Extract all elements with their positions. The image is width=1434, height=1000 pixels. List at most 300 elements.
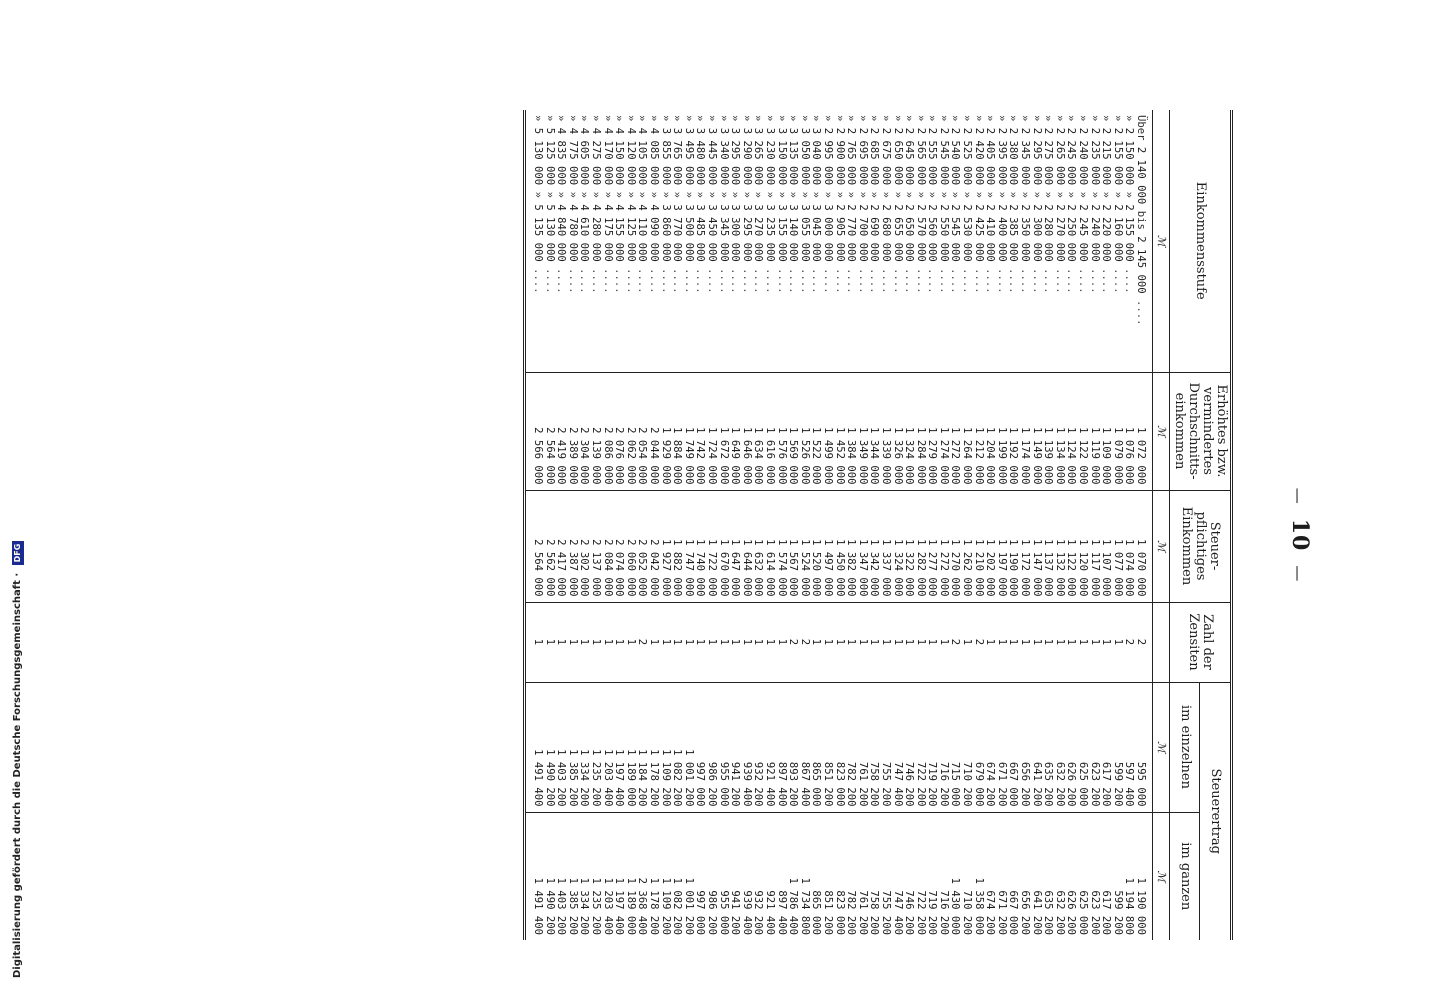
range-to: 2 560 000 bbox=[926, 204, 939, 262]
range-from: 3 230 000 bbox=[764, 127, 776, 186]
header-increased-income: Erhöhtes bzw. vermindertes Durchschnitts-einkommen bbox=[1170, 372, 1232, 490]
cell-tax-each: 867 400 bbox=[798, 682, 810, 812]
cell-income-range bbox=[1065, 110, 1077, 372]
range-to: 2 650 000 bbox=[903, 204, 916, 262]
range-to: 3 295 000 bbox=[740, 204, 753, 262]
cell-tax-each: 941 200 bbox=[729, 682, 741, 812]
range-to: 4 780 000 bbox=[566, 204, 579, 262]
range-joiner: » bbox=[903, 191, 916, 198]
cell-tax-each: 641 200 bbox=[1030, 682, 1042, 812]
cell-income-range bbox=[590, 110, 602, 372]
table-row bbox=[1018, 110, 1030, 940]
range-to: 2 425 000 bbox=[972, 204, 985, 262]
range-to: 2 400 000 bbox=[995, 204, 1008, 262]
cell-income-range bbox=[763, 110, 775, 372]
range-from: 4 835 000 bbox=[555, 127, 568, 186]
range-to: 3 140 000 bbox=[787, 204, 800, 262]
cell-count: 1 bbox=[1042, 602, 1054, 682]
table-row bbox=[647, 110, 659, 940]
cell-taxable-income: 1 644 000 bbox=[740, 490, 752, 602]
range-prefix: » bbox=[879, 115, 892, 122]
cell-increased-income: 1 134 000 bbox=[1053, 372, 1065, 490]
range-from: 3 855 000 bbox=[659, 127, 672, 186]
range-to: 2 245 000 bbox=[1077, 204, 1090, 262]
cell-count: 1 bbox=[1111, 602, 1123, 682]
cell-taxable-income: 1 722 000 bbox=[705, 490, 717, 602]
range-joiner: bis bbox=[1135, 210, 1147, 230]
cell-taxable-income: 2 302 000 bbox=[578, 490, 590, 602]
table-row bbox=[705, 110, 717, 940]
cell-income-range bbox=[821, 110, 833, 372]
range-dots: .... bbox=[995, 268, 1008, 294]
range-to: 5 135 000 bbox=[532, 204, 545, 262]
range-prefix: » bbox=[566, 115, 579, 122]
cell-count: 1 bbox=[624, 602, 636, 682]
cell-count: 1 bbox=[995, 602, 1007, 682]
range-joiner: » bbox=[648, 191, 661, 198]
cell-tax-each: 597 400 bbox=[1123, 682, 1135, 812]
cell-count: 1 bbox=[705, 602, 717, 682]
cell-income-range bbox=[995, 110, 1007, 372]
cell-taxable-income: 1 107 000 bbox=[1100, 490, 1112, 602]
cell-tax-total: 939 400 bbox=[740, 812, 752, 940]
table-row bbox=[590, 110, 602, 940]
table-row bbox=[961, 110, 973, 940]
range-joiner: » bbox=[1007, 191, 1020, 198]
cell-increased-income: 1 274 000 bbox=[937, 372, 949, 490]
range-prefix: » bbox=[926, 115, 939, 122]
table-row bbox=[601, 110, 613, 940]
range-prefix: » bbox=[821, 115, 834, 122]
cell-income-range bbox=[810, 110, 822, 372]
cell-taxable-income: 1 282 000 bbox=[914, 490, 926, 602]
range-prefix: » bbox=[543, 115, 556, 122]
cell-tax-total: 1 403 200 bbox=[555, 812, 567, 940]
table-row bbox=[1076, 110, 1088, 940]
cell-tax-each: 667 000 bbox=[1007, 682, 1019, 812]
range-from: 2 235 000 bbox=[1088, 127, 1101, 186]
cell-tax-total: 865 000 bbox=[810, 812, 822, 940]
range-from: 4 170 000 bbox=[601, 127, 614, 186]
cell-tax-total: 1 385 200 bbox=[566, 812, 578, 940]
cell-tax-total: 1 203 400 bbox=[601, 812, 613, 940]
cell-increased-income: 1 384 000 bbox=[845, 372, 857, 490]
cell-count: 1 bbox=[1076, 602, 1088, 682]
range-joiner: » bbox=[671, 191, 684, 198]
cell-income-range bbox=[659, 110, 671, 372]
cell-taxable-income: 1 324 000 bbox=[891, 490, 903, 602]
cell-tax-total: 1 235 200 bbox=[590, 812, 602, 940]
table-row bbox=[1100, 110, 1112, 940]
range-joiner: » bbox=[937, 191, 950, 198]
range-dots: .... bbox=[1100, 268, 1113, 294]
range-from: 2 695 000 bbox=[856, 127, 869, 186]
range-dots: .... bbox=[845, 268, 858, 294]
table-row bbox=[578, 110, 590, 940]
cell-count: 1 bbox=[590, 602, 602, 682]
cell-tax-total: 1 189 000 bbox=[624, 812, 636, 940]
range-dots: .... bbox=[694, 268, 707, 294]
funding-note-label: Digitalisierung gefördert durch die Deutsche Forschungsgemeinschaft bbox=[12, 580, 23, 978]
unit-tax-total: ℳ bbox=[1153, 812, 1170, 940]
cell-count: 1 bbox=[903, 602, 915, 682]
range-from: 2 380 000 bbox=[1007, 127, 1020, 186]
range-from: 3 445 000 bbox=[706, 127, 719, 186]
cell-income-range bbox=[903, 110, 915, 372]
cell-income-range bbox=[856, 110, 868, 372]
range-joiner: » bbox=[740, 191, 753, 198]
range-to: 3 045 000 bbox=[810, 204, 823, 262]
cell-count: 1 bbox=[868, 602, 880, 682]
range-dots: .... bbox=[1019, 268, 1032, 294]
cell-tax-total: 632 200 bbox=[1053, 812, 1065, 940]
cell-tax-each: 719 200 bbox=[926, 682, 938, 812]
range-joiner: » bbox=[879, 191, 892, 198]
range-to: 2 240 000 bbox=[1088, 204, 1101, 262]
table-row bbox=[972, 110, 984, 940]
cell-tax-each: 1 385 200 bbox=[566, 682, 578, 812]
cell-count: 1 bbox=[821, 602, 833, 682]
cell-income-range bbox=[984, 110, 996, 372]
table-row bbox=[729, 110, 741, 940]
cell-count: 2 bbox=[949, 602, 961, 682]
cell-tax-total: 1 190 000 bbox=[1134, 812, 1152, 940]
range-joiner: » bbox=[1111, 191, 1124, 198]
range-joiner: » bbox=[1088, 191, 1101, 198]
cell-tax-each: 921 400 bbox=[763, 682, 775, 812]
cell-tax-total: 1 197 400 bbox=[613, 812, 625, 940]
cell-increased-income: 1 724 000 bbox=[705, 372, 717, 490]
cell-income-range bbox=[740, 110, 752, 372]
range-prefix: » bbox=[1030, 115, 1043, 122]
range-joiner: » bbox=[1065, 191, 1078, 198]
table-row bbox=[868, 110, 880, 940]
cell-tax-each: 1 491 400 bbox=[524, 682, 543, 812]
cell-taxable-income: 1 272 000 bbox=[937, 490, 949, 602]
cell-tax-total: 1 734 800 bbox=[798, 812, 810, 940]
range-prefix: » bbox=[984, 115, 997, 122]
range-to: 3 000 000 bbox=[821, 204, 834, 262]
cell-increased-income: 1 576 000 bbox=[775, 372, 787, 490]
cell-increased-income: 2 139 000 bbox=[590, 372, 602, 490]
range-prefix: » bbox=[671, 115, 684, 122]
cell-increased-income: 1 326 000 bbox=[891, 372, 903, 490]
cell-count: 1 bbox=[1088, 602, 1100, 682]
cell-income-range bbox=[845, 110, 857, 372]
cell-increased-income: 2 044 000 bbox=[647, 372, 659, 490]
range-from: 4 605 000 bbox=[578, 127, 591, 186]
cell-increased-income: 2 566 000 bbox=[524, 372, 543, 490]
cell-count: 2 bbox=[1123, 602, 1135, 682]
range-from: 3 135 000 bbox=[787, 127, 800, 186]
cell-tax-each: 758 200 bbox=[868, 682, 880, 812]
cell-increased-income: 2 076 000 bbox=[613, 372, 625, 490]
range-prefix: » bbox=[845, 115, 858, 122]
cell-income-range bbox=[624, 110, 636, 372]
cell-tax-each: 671 200 bbox=[995, 682, 1007, 812]
table-row bbox=[1053, 110, 1065, 940]
table-row bbox=[833, 110, 845, 940]
range-to: 4 090 000 bbox=[648, 204, 661, 262]
cell-tax-each: 623 200 bbox=[1088, 682, 1100, 812]
cell-tax-each: 710 200 bbox=[961, 682, 973, 812]
cell-income-range bbox=[1123, 110, 1135, 372]
table-row bbox=[984, 110, 996, 940]
cell-tax-total: 1 430 000 bbox=[949, 812, 961, 940]
cell-tax-each: 1 203 400 bbox=[601, 682, 613, 812]
table-row bbox=[903, 110, 915, 940]
range-joiner: » bbox=[845, 191, 858, 198]
range-to: 4 280 000 bbox=[590, 204, 603, 262]
range-prefix: » bbox=[578, 115, 591, 122]
cell-tax-each: 715 000 bbox=[949, 682, 961, 812]
range-dots: .... bbox=[914, 268, 927, 294]
range-joiner: » bbox=[1100, 191, 1113, 198]
cell-income-range bbox=[937, 110, 949, 372]
cell-taxable-income: 1 117 000 bbox=[1088, 490, 1100, 602]
range-prefix: » bbox=[972, 115, 985, 122]
cell-count: 1 bbox=[891, 602, 903, 682]
cell-count: 1 bbox=[763, 602, 775, 682]
cell-increased-income: 1 499 000 bbox=[821, 372, 833, 490]
range-dots: .... bbox=[868, 268, 881, 294]
cell-tax-each: 599 200 bbox=[1111, 682, 1123, 812]
cell-income-range bbox=[705, 110, 717, 372]
cell-taxable-income: 1 337 000 bbox=[879, 490, 891, 602]
cell-tax-total: 716 200 bbox=[937, 812, 949, 940]
cell-tax-each: 1 334 200 bbox=[578, 682, 590, 812]
range-prefix: » bbox=[590, 115, 603, 122]
cell-income-range bbox=[891, 110, 903, 372]
range-from: 3 495 000 bbox=[682, 127, 695, 186]
cell-taxable-income: 1 740 000 bbox=[694, 490, 706, 602]
range-dots: .... bbox=[543, 268, 556, 294]
range-from: 2 150 000 bbox=[1123, 127, 1136, 186]
cell-income-range bbox=[566, 110, 578, 372]
range-prefix: » bbox=[1077, 115, 1090, 122]
range-prefix: » bbox=[1053, 115, 1066, 122]
cell-taxable-income: 1 277 000 bbox=[926, 490, 938, 602]
range-to: 2 145 000 bbox=[1135, 236, 1147, 294]
cell-income-range bbox=[775, 110, 787, 372]
table-row bbox=[636, 110, 648, 940]
cell-tax-total: 625 000 bbox=[1076, 812, 1088, 940]
cell-income-range bbox=[833, 110, 845, 372]
range-to: 2 250 000 bbox=[1065, 204, 1078, 262]
range-to: 3 770 000 bbox=[671, 204, 684, 262]
cell-count: 1 bbox=[833, 602, 845, 682]
range-joiner: » bbox=[624, 191, 637, 198]
table-row bbox=[787, 110, 799, 940]
cell-count: 1 bbox=[1100, 602, 1112, 682]
cell-count: 1 bbox=[566, 602, 578, 682]
range-from: 3 765 000 bbox=[671, 127, 684, 186]
range-dots: .... bbox=[879, 268, 892, 294]
range-prefix: » bbox=[729, 115, 742, 122]
cell-taxable-income: 2 060 000 bbox=[624, 490, 636, 602]
cell-income-range bbox=[543, 110, 555, 372]
cell-taxable-income: 1 647 000 bbox=[729, 490, 741, 602]
cell-increased-income: 1 569 000 bbox=[787, 372, 799, 490]
cell-tax-total: 941 200 bbox=[729, 812, 741, 940]
page-number-line bbox=[1287, 95, 1313, 975]
table-header-row bbox=[1200, 110, 1232, 940]
unit-tax-each: ℳ bbox=[1153, 682, 1170, 812]
table-row bbox=[995, 110, 1007, 940]
cell-tax-total: 1 490 200 bbox=[543, 812, 555, 940]
cell-taxable-income: 1 070 000 bbox=[1134, 490, 1152, 602]
cell-taxable-income: 1 882 000 bbox=[671, 490, 683, 602]
range-dots: .... bbox=[601, 268, 614, 294]
cell-increased-income: 1 884 000 bbox=[671, 372, 683, 490]
cell-taxable-income: 1 632 000 bbox=[752, 490, 764, 602]
range-dots: .... bbox=[555, 268, 568, 294]
cell-income-range bbox=[949, 110, 961, 372]
cell-income-range bbox=[1088, 110, 1100, 372]
range-from: 2 900 000 bbox=[833, 127, 846, 186]
cell-taxable-income: 1 322 000 bbox=[903, 490, 915, 602]
cell-count: 1 bbox=[1018, 602, 1030, 682]
cell-tax-total: 719 200 bbox=[926, 812, 938, 940]
range-to: 2 155 000 bbox=[1123, 204, 1136, 262]
cell-increased-income: 1 742 000 bbox=[694, 372, 706, 490]
cell-income-range bbox=[1030, 110, 1042, 372]
range-to: 2 220 000 bbox=[1100, 204, 1113, 262]
range-from: 2 295 000 bbox=[1030, 127, 1043, 186]
range-prefix: » bbox=[706, 115, 719, 122]
cell-tax-total: 1 001 200 bbox=[682, 812, 694, 940]
cell-tax-each: 1 178 200 bbox=[647, 682, 659, 812]
cell-taxable-income: 2 417 000 bbox=[555, 490, 567, 602]
cell-count: 1 bbox=[601, 602, 613, 682]
cell-tax-each: 986 200 bbox=[705, 682, 717, 812]
cell-tax-total: 955 000 bbox=[717, 812, 729, 940]
range-to: 4 155 000 bbox=[613, 204, 626, 262]
cell-count: 1 bbox=[752, 602, 764, 682]
unit-income-class: ℳ bbox=[1153, 110, 1170, 372]
cell-income-range bbox=[972, 110, 984, 372]
cell-taxable-income: 1 574 000 bbox=[775, 490, 787, 602]
cell-increased-income: 1 339 000 bbox=[879, 372, 891, 490]
range-to: 2 700 000 bbox=[856, 204, 869, 262]
range-prefix: » bbox=[775, 115, 788, 122]
table-row bbox=[740, 110, 752, 940]
range-to: 3 155 000 bbox=[775, 204, 788, 262]
cell-count: 1 bbox=[740, 602, 752, 682]
range-from: 3 050 000 bbox=[798, 127, 811, 186]
range-to: 3 485 000 bbox=[694, 204, 707, 262]
range-joiner: » bbox=[578, 191, 591, 198]
cell-increased-income: 1 119 000 bbox=[1088, 372, 1100, 490]
cell-tax-total: 674 200 bbox=[984, 812, 996, 940]
range-prefix: » bbox=[1065, 115, 1078, 122]
cell-count: 1 bbox=[671, 602, 683, 682]
cell-tax-each: 617 200 bbox=[1100, 682, 1112, 812]
range-prefix: » bbox=[601, 115, 614, 122]
cell-tax-total: 823 000 bbox=[833, 812, 845, 940]
range-from: 3 290 000 bbox=[740, 127, 753, 186]
header-taxable-income: Steuer-pflichtiges Einkommen bbox=[1170, 490, 1232, 602]
range-from: 2 765 000 bbox=[845, 127, 858, 186]
cell-income-range bbox=[601, 110, 613, 372]
range-from: 2 215 000 bbox=[1100, 127, 1113, 186]
cell-tax-each: 1 109 200 bbox=[659, 682, 671, 812]
sidebar-funding-note bbox=[0, 0, 22, 1000]
cell-count: 1 bbox=[578, 602, 590, 682]
cell-tax-each: 746 200 bbox=[903, 682, 915, 812]
range-prefix: » bbox=[995, 115, 1008, 122]
range-prefix: » bbox=[868, 115, 881, 122]
cell-income-range bbox=[798, 110, 810, 372]
range-prefix: » bbox=[636, 115, 649, 122]
table-row bbox=[1007, 110, 1019, 940]
cell-tax-each: 1 235 200 bbox=[590, 682, 602, 812]
cell-taxable-income: 2 052 000 bbox=[636, 490, 648, 602]
table-row bbox=[775, 110, 787, 940]
range-from: 5 130 000 bbox=[532, 127, 545, 186]
cell-income-range bbox=[694, 110, 706, 372]
range-prefix: » bbox=[532, 115, 545, 122]
table-row bbox=[659, 110, 671, 940]
range-prefix: » bbox=[949, 115, 962, 122]
cell-tax-each: 674 200 bbox=[984, 682, 996, 812]
cell-tax-each: 722 200 bbox=[914, 682, 926, 812]
table-row bbox=[821, 110, 833, 940]
cell-increased-income: 1 649 000 bbox=[729, 372, 741, 490]
cell-taxable-income: 1 614 000 bbox=[763, 490, 775, 602]
range-to: 5 130 000 bbox=[543, 204, 556, 262]
table-row bbox=[763, 110, 775, 940]
cell-increased-income: 1 072 000 bbox=[1134, 372, 1152, 490]
range-to: 2 410 000 bbox=[984, 204, 997, 262]
range-from: 4 120 000 bbox=[624, 127, 637, 186]
range-dots: .... bbox=[613, 268, 626, 294]
range-joiner: » bbox=[787, 191, 800, 198]
cell-count: 1 bbox=[775, 602, 787, 682]
range-from: 2 555 000 bbox=[926, 127, 939, 186]
range-dots: .... bbox=[903, 268, 916, 294]
range-to: 2 280 000 bbox=[1042, 204, 1055, 262]
cell-tax-total: 641 200 bbox=[1030, 812, 1042, 940]
table-row bbox=[914, 110, 926, 940]
range-dots: .... bbox=[636, 268, 649, 294]
cell-tax-each: 747 400 bbox=[891, 682, 903, 812]
unit-increased-income: ℳ bbox=[1153, 372, 1170, 490]
range-dots: .... bbox=[1088, 268, 1101, 294]
range-from: 2 140 000 bbox=[1135, 146, 1147, 205]
range-from: 2 395 000 bbox=[995, 127, 1008, 186]
table-row bbox=[682, 110, 694, 940]
cell-increased-income: 1 139 000 bbox=[1042, 372, 1054, 490]
cell-taxable-income: 1 450 000 bbox=[833, 490, 845, 602]
cell-count: 1 bbox=[729, 602, 741, 682]
cell-count: 1 bbox=[1065, 602, 1077, 682]
cell-tax-total: 617 200 bbox=[1100, 812, 1112, 940]
cell-tax-total: 626 200 bbox=[1065, 812, 1077, 940]
cell-increased-income: 1 192 000 bbox=[1007, 372, 1019, 490]
range-from: 3 265 000 bbox=[752, 127, 765, 186]
range-dots: .... bbox=[566, 268, 579, 294]
cell-tax-each: 865 000 bbox=[810, 682, 822, 812]
range-prefix: » bbox=[1042, 115, 1055, 122]
range-dots: .... bbox=[717, 268, 730, 294]
cell-taxable-income: 1 122 000 bbox=[1065, 490, 1077, 602]
range-dots: .... bbox=[1007, 268, 1020, 294]
rotated-document-page bbox=[175, 95, 1315, 975]
table-row bbox=[543, 110, 555, 940]
cell-increased-income: 2 062 000 bbox=[624, 372, 636, 490]
range-from: 2 540 000 bbox=[949, 127, 962, 186]
